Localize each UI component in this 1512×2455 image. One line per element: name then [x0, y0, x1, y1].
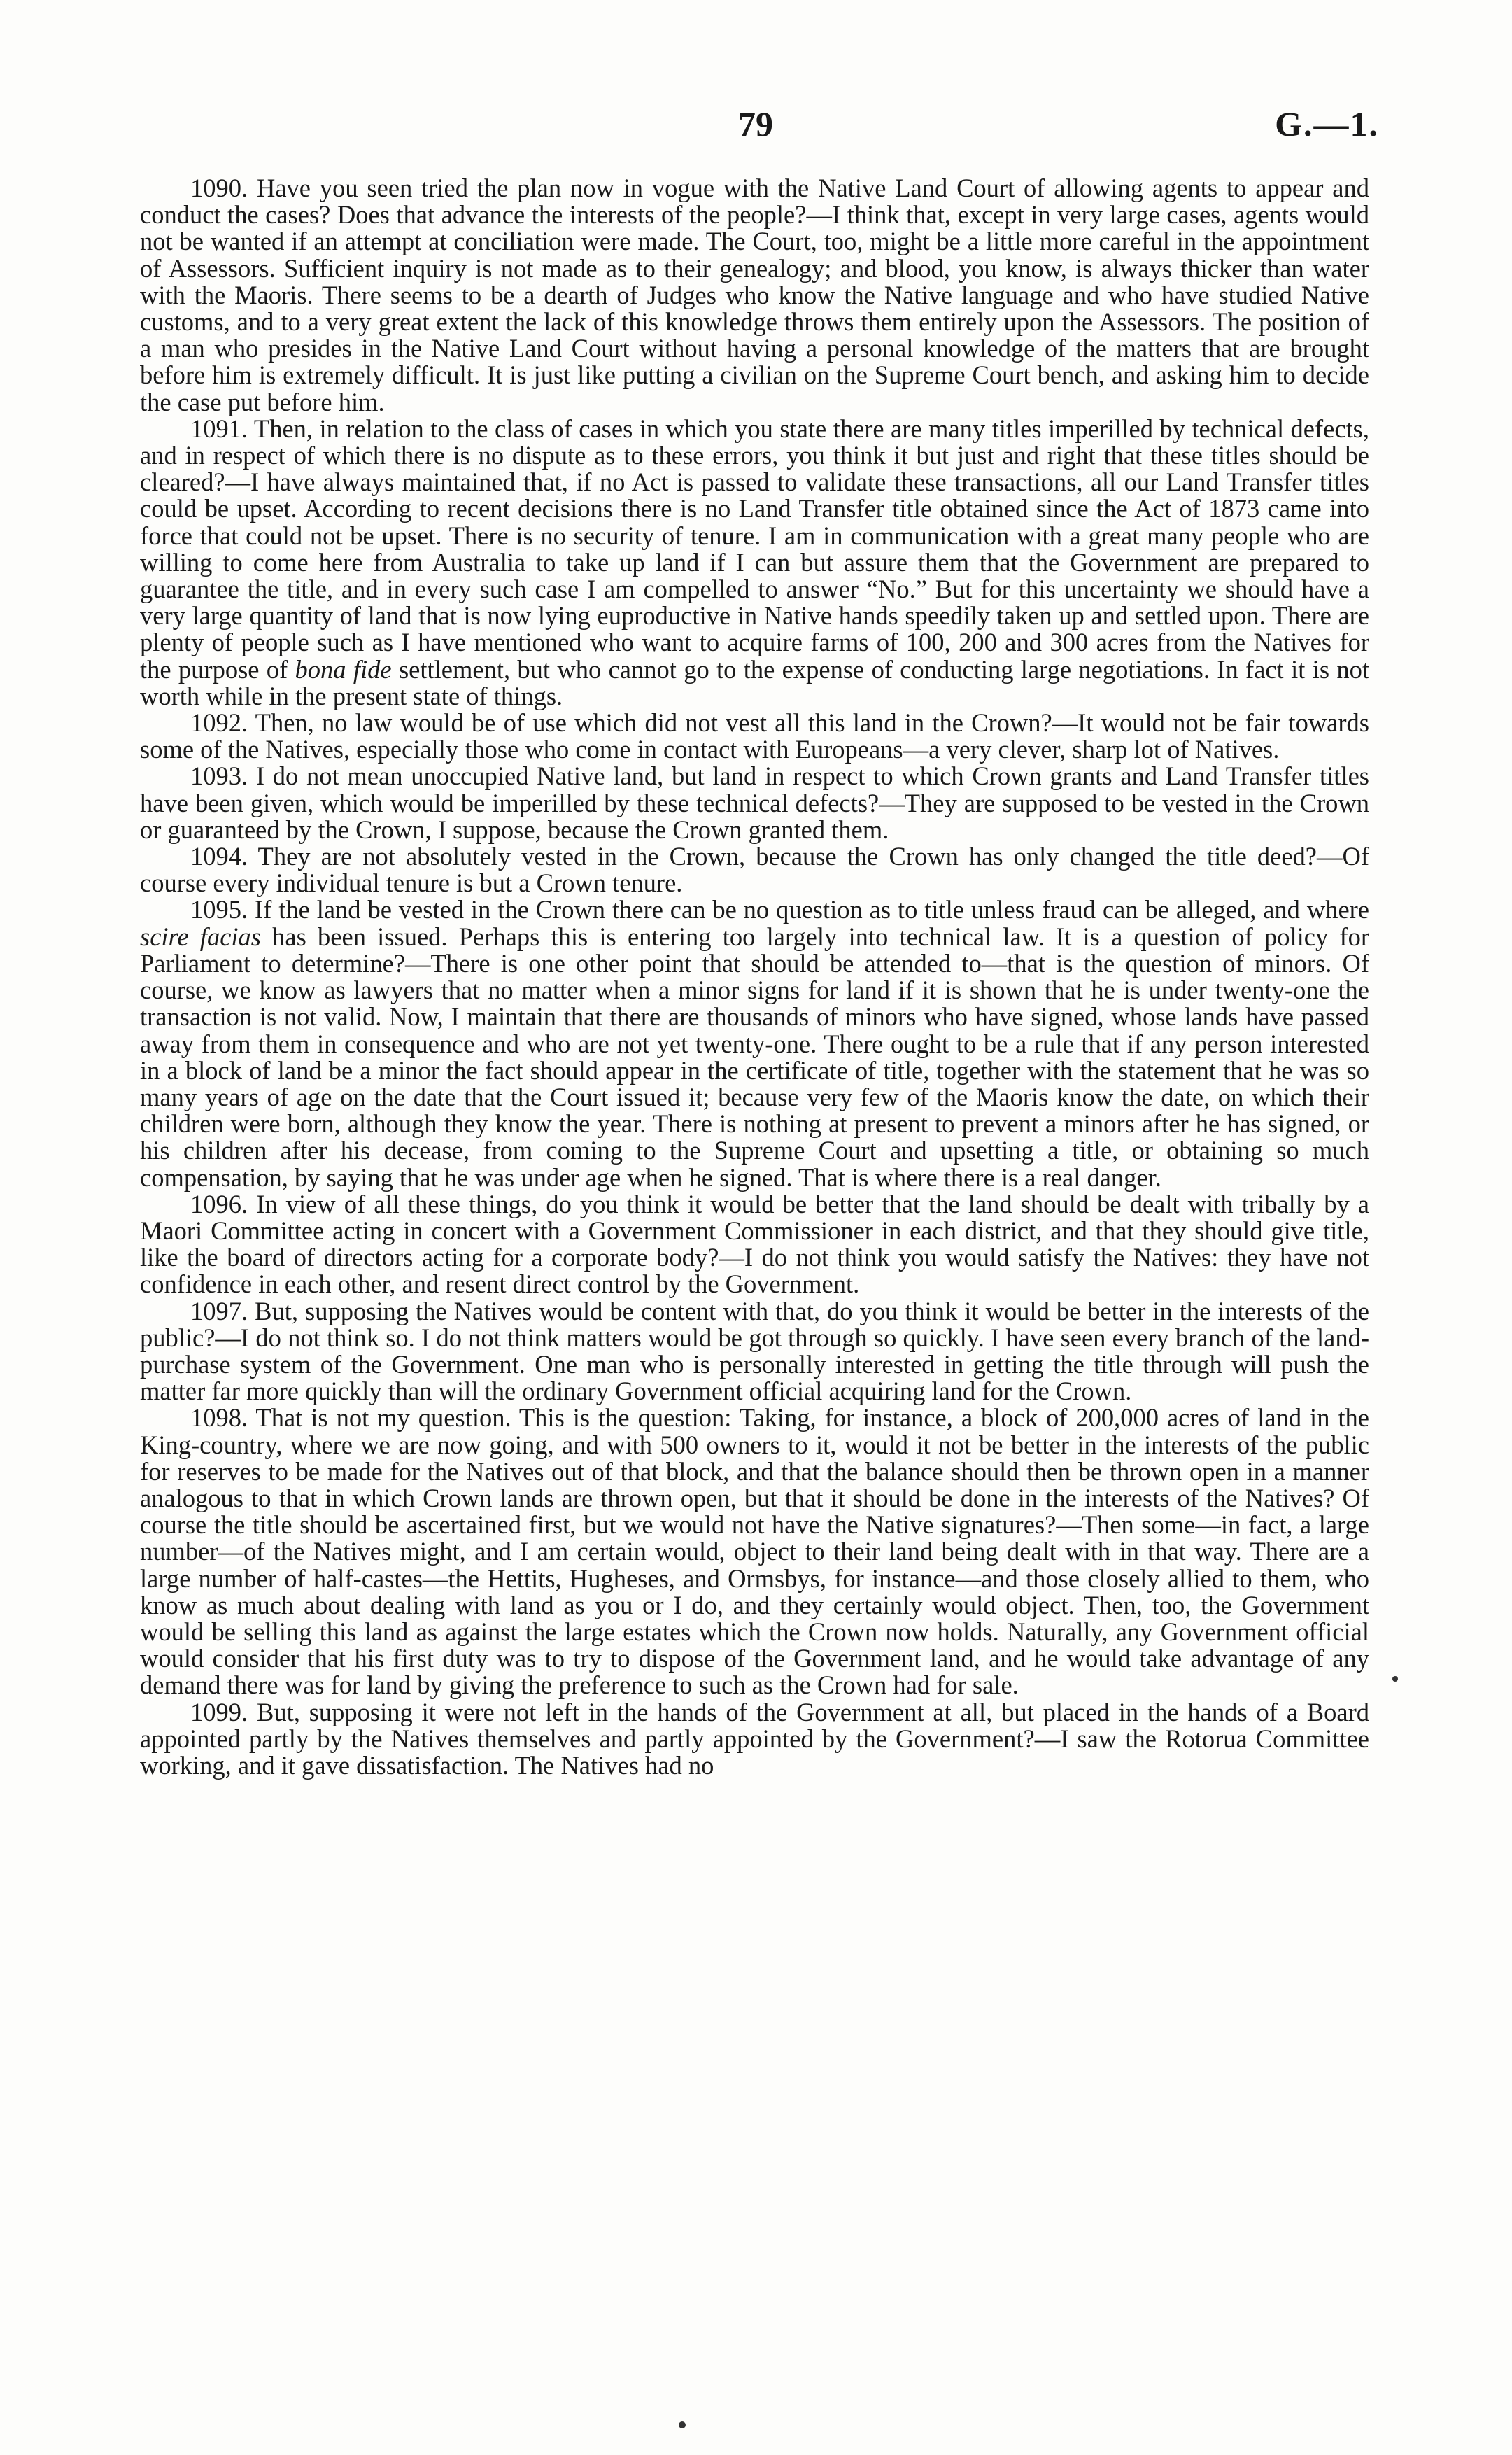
paragraph-text: 1092. Then, no law would be of use which did not vest all this land in the Crown?—It would not be fair towards some of the Natives, especially those who come in contact with Europeans—a very clever, sharp lot of Natives. — [140, 708, 1369, 764]
paragraph-1099 — [140, 1699, 1369, 1780]
paragraph-text: 1090. Have you seen tried the plan now in vogue with the Native Land Court of allowing agents to appear and conduct the cases? Does that advance the interests of the people?—I think that, except in very large cases, agents would not be wanted if an attempt at conciliation were made. The Court, too, might be a little more careful in the appointment of Assessors. Sufficient inquiry is not made as to their genealogy; and blood, you know, is always thicker than water with the Maoris. There seems to be a dearth of Judges who know the Native language and who have studied Native customs, and to a very great extent the lack of this knowledge throws them entirely upon the Assessors. The position of a man who presides in the Native Land Court without having a personal knowledge of the matters that are brought before him is extremely difficult. It is just like putting a civilian on the Supreme Court bench, and asking him to decide the case put before him. — [140, 174, 1369, 416]
italic-term: scire facias — [140, 922, 261, 951]
paragraph-text: 1096. In view of all these things, do you think it would be better that the land should be dealt with tribally by a Maori Committee acting in concert with a Government Commissioner in each district, and that they should give title, like the board of directors acting for a corporate body?—I do not think you would satisfy the Natives: they have not confidence in each other, and resent direct control by the Government. — [140, 1189, 1369, 1299]
paragraph-1096 — [140, 1191, 1369, 1298]
paragraph-1094 — [140, 843, 1369, 896]
paragraph-text: 1095. If the land be vested in the Crown there can be no question as to title unless fraud can be alleged, and where — [190, 895, 1369, 924]
page-number: 79 — [738, 104, 773, 143]
italic-term: bona fide — [295, 654, 392, 684]
paragraph-1097 — [140, 1298, 1369, 1405]
margin-dot — [1392, 1676, 1398, 1682]
paragraph-text: has been issued. Perhaps this is entering too largely into technical law. It is a question of policy for Parliament to determine?—There is one other point that should be attended to—that is the question of minors. Of course, we know as lawyers that no matter when a minor signs for land if it is shown that he is under twenty-one the transaction is not valid. Now, I maintain that there are thousands of minors who have signed, whose lands have passed away from them in consequence and who are not yet twenty-one. There ought to be a rule that if any person interested in a block of land be a minor the fact should appear in the certificate of title, together with the statement that he was so many years of age on the date that the Court issued it; because very few of the Maoris know the date, on which their children were born, although they know the year. There is nothing at present to prevent a minors after he has signed, or his children after his decease, from coming to the Supreme Court and upsetting a title, or obtaining so much compensation, by saying that he was under age when he signed. That is where there is a real danger. — [140, 922, 1369, 1192]
paragraph-text: 1099. But, supposing it were not left in the hands of the Government at all, but placed in the hands of a Board appointed partly by the Natives themselves and partly appointed by the Government?—I saw the Rotorua Committee working, and it gave dissatisfaction. The Natives had no — [140, 1697, 1369, 1780]
paragraph-text: 1094. They are not absolutely vested in the Crown, because the Crown has only changed the title deed?—Of course every individual tenure is but a Crown tenure. — [140, 842, 1369, 898]
body-text — [140, 175, 1369, 1779]
paragraph-1098 — [140, 1405, 1369, 1698]
paragraph-1093 — [140, 763, 1369, 843]
paragraph-text: 1098. That is not my question. This is the question: Taking, for instance, a block of 200,000 acres of land in the King-country, where we are now going, and with 500 owners to it, would it not be better in the interests of the public for reserves to be made for the Natives out of that block, and that the balance should then be thrown open in a manner analogous to that in which Crown lands are thrown open, but that it should be done in the interests of the Natives? Of course the title should be ascertained first, but we would not have the Native signatures?—Then some—in fact, a large number—of the Natives might, and I am certain would, object to their land being dealt with in that way. There are a large number of half-castes—the Hettits, Hugheses, and Ormsbys, for instance—and those closely allied to them, who know as much about dealing with land as you or I do, and they certainly would object. Then, too, the Government would be selling this land as against the large estates which the Crown now holds. Naturally, any Government official would consider that his first duty was to try to dispose of the Government land, and he would take advantage of any demand there was for land by giving the preference to such as the Crown had for sale. — [140, 1403, 1369, 1700]
paragraph-1090 — [140, 175, 1369, 416]
footer-dot — [679, 2421, 686, 2428]
paragraph-1095 — [140, 896, 1369, 1190]
paragraph-1092 — [140, 710, 1369, 763]
paragraph-1091 — [140, 416, 1369, 710]
paragraph-text: 1093. I do not mean unoccupied Native land, but land in respect to which Crown grants and Land Transfer titles have been given, which would be imperilled by these technical defects?—They are supposed to be vested in the Crown or guaranteed by the Crown, I suppose, because the Crown granted them. — [140, 761, 1369, 844]
paragraph-text: 1091. Then, in relation to the class of cases in which you state there are many titles imperilled by technical defects, and in respect of which there is no dispute as to these errors, you think it but just and right that these titles should be cleared?—I have always maintained that, if no Act is passed to validate these transactions, all our Land Transfer titles could be upset. According to recent decisions there is no Land Transfer title obtained since the Act of 1873 came into force that could not be upset. There is no security of tenure. I am in communication with a great many people who are willing to come here from Australia to take up land if I can but assure them that the Government are prepared to guarantee the title, and in every such case I am compelled to answer “No.” But for this uncertainty we should have a very large quantity of land that is now lying euproductive in Native hands speedily taken up and settled upon. There are plenty of people such as I have mentioned who want to acquire farms of 100, 200 and 300 acres from the Natives for the purpose of — [140, 414, 1369, 684]
series-identifier: G.—1. — [1275, 104, 1379, 143]
paragraph-text: settlement, but who cannot go to the expense of conducting large negotiations. In fact it is not worth while in the present state of things. — [140, 654, 1369, 710]
paragraph-text: 1097. But, supposing the Natives would be content with that, do you think it would be better in the interests of the public?—I do not think so. I do not think matters would be got through so quickly. I have seen every branch of the land-purchase system of the Government. One man who is personally interested in getting the title through will push the matter far more quickly than will the ordinary Government official acquiring land for the Crown. — [140, 1296, 1369, 1406]
